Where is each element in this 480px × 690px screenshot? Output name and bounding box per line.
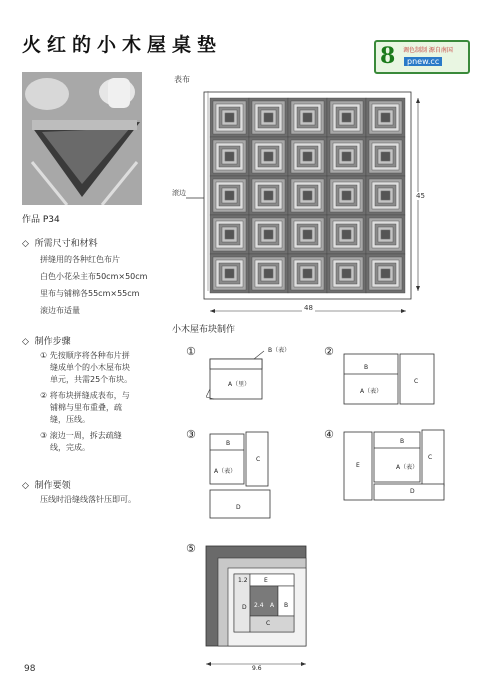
quilt-block xyxy=(366,176,405,215)
quilt-block xyxy=(249,98,288,137)
logo-url: pnew.cc xyxy=(404,57,442,66)
step5-e-label: E xyxy=(264,577,268,584)
quilt-block xyxy=(210,137,249,176)
work-label: 作品 P34 xyxy=(22,215,60,225)
step1-diagram xyxy=(206,345,286,407)
material-item: 滚边布适量 xyxy=(40,306,80,315)
quilt-block xyxy=(366,137,405,176)
step2-diagram xyxy=(342,350,442,410)
publisher-logo xyxy=(374,40,470,74)
material-item: 拼缝用的各种红色布片 xyxy=(40,255,120,264)
quilt-block xyxy=(366,254,405,293)
quilt-block xyxy=(288,176,327,215)
binding-label: 滚边 xyxy=(172,189,186,197)
quilt-block xyxy=(210,98,249,137)
quilt-block xyxy=(366,98,405,137)
step5-d-label: D xyxy=(242,604,247,611)
quilt-block xyxy=(288,98,327,137)
materials-heading-text: 所需尺寸和材料 xyxy=(34,239,98,249)
arrow-left xyxy=(210,309,215,313)
step5-c-label: C xyxy=(266,620,271,627)
top-fabric-label: 表布 xyxy=(174,75,190,84)
quilt-block xyxy=(249,176,288,215)
arrow-up xyxy=(416,98,420,103)
materials-heading: ◇ 所需尺寸和材料 xyxy=(22,239,98,249)
step-item xyxy=(40,430,122,454)
arrow-down xyxy=(416,286,420,291)
material-item: 白色小花朵主布50cm×50cm xyxy=(40,272,148,281)
material-item: 里布与铺棉各55cm×55cm xyxy=(40,289,140,298)
logo-tagline: 调色制制 源自南国 xyxy=(403,47,453,54)
step-item xyxy=(40,350,132,386)
step3-diagram xyxy=(206,430,286,522)
page-number: 98 xyxy=(24,664,36,674)
quilt-grid xyxy=(204,92,411,299)
step4-e-label: E xyxy=(356,462,360,469)
diagram-step-number: ③ xyxy=(186,428,196,441)
quilt-block xyxy=(327,98,366,137)
steps-heading: ◇ 制作步骤 xyxy=(22,337,71,347)
diagram-step-number: ② xyxy=(324,345,334,358)
block-section-title: 小木屋布块制作 xyxy=(172,325,236,335)
quilt-top-diagram xyxy=(168,86,436,318)
quilt-block xyxy=(327,254,366,293)
diagram-step-number: ① xyxy=(186,345,196,358)
quilt-block xyxy=(288,215,327,254)
step-item xyxy=(40,390,130,426)
quilt-block xyxy=(288,254,327,293)
step3-c-label: C xyxy=(256,456,261,463)
height-dimension: 45 xyxy=(416,192,425,200)
step5-diagram xyxy=(204,544,314,676)
arrow-right xyxy=(401,309,406,313)
logo-mark: 8 xyxy=(380,43,396,69)
step-line: 缝成单个的小木屋布块 xyxy=(50,363,130,372)
step3-a-label: A（表） xyxy=(214,468,237,475)
step-number: ③ xyxy=(40,431,48,440)
step4-d-label: D xyxy=(410,488,415,495)
quilt-block xyxy=(210,215,249,254)
step-line: 铺棉与里布重叠，疏 xyxy=(50,403,122,412)
step5-width-label: 9.6 xyxy=(252,665,262,672)
step4-b-label: B xyxy=(400,438,405,445)
product-photo xyxy=(22,72,142,205)
step-line: 单元，共需25个布块。 xyxy=(50,375,133,384)
step-line: 缝，压线。 xyxy=(50,415,90,424)
step-line: 先按顺序将各种布片拼 xyxy=(49,351,130,360)
step2-c-label: C xyxy=(414,378,419,385)
step4-c-label: C xyxy=(428,454,433,461)
step-number: ② xyxy=(40,391,48,400)
tips-heading-text: 制作要领 xyxy=(34,481,71,491)
step5-b-label: B xyxy=(284,602,289,609)
step3-b-label: B xyxy=(226,440,231,447)
step-line: 滚边一周，拆去疏缝 xyxy=(49,431,122,440)
step-number: ① xyxy=(40,351,48,360)
quilt-block xyxy=(210,176,249,215)
quilt-block xyxy=(366,215,405,254)
width-dimension: 48 xyxy=(304,304,313,312)
quilt-block xyxy=(327,137,366,176)
step5-2.4-label: 2.4 xyxy=(254,602,264,609)
quilt-block xyxy=(210,254,249,293)
quilt-block xyxy=(249,137,288,176)
step2-b-label: B xyxy=(364,364,369,371)
quilt-block xyxy=(288,137,327,176)
step2-a-label: A（表） xyxy=(360,388,383,395)
quilt-block xyxy=(327,176,366,215)
tips-heading: ◇ 制作要领 xyxy=(22,481,71,491)
steps-heading-text: 制作步骤 xyxy=(34,337,71,347)
step4-a-label: A（表） xyxy=(396,464,419,471)
quilt-block xyxy=(327,215,366,254)
step1-a-label: A（里） xyxy=(228,381,251,388)
step3-d-label: D xyxy=(236,504,241,511)
diagram-step-number: ⑤ xyxy=(186,542,196,555)
quilt-block xyxy=(249,254,288,293)
step-line: 线，完成。 xyxy=(50,443,90,452)
photo-illustration xyxy=(22,72,142,205)
step-line: 将布块拼缝成表布，与 xyxy=(49,391,130,400)
tips-text: 压线时沿缝线落针压即可。 xyxy=(40,495,136,504)
step5-1.2-label: 1.2 xyxy=(238,577,248,584)
diagram-step-number: ④ xyxy=(324,428,334,441)
step1-b-label: B（表） xyxy=(268,347,291,354)
page-title: 火红的小木屋桌垫 xyxy=(22,34,223,56)
step5-a-label: A xyxy=(270,602,275,609)
quilt-block xyxy=(249,215,288,254)
